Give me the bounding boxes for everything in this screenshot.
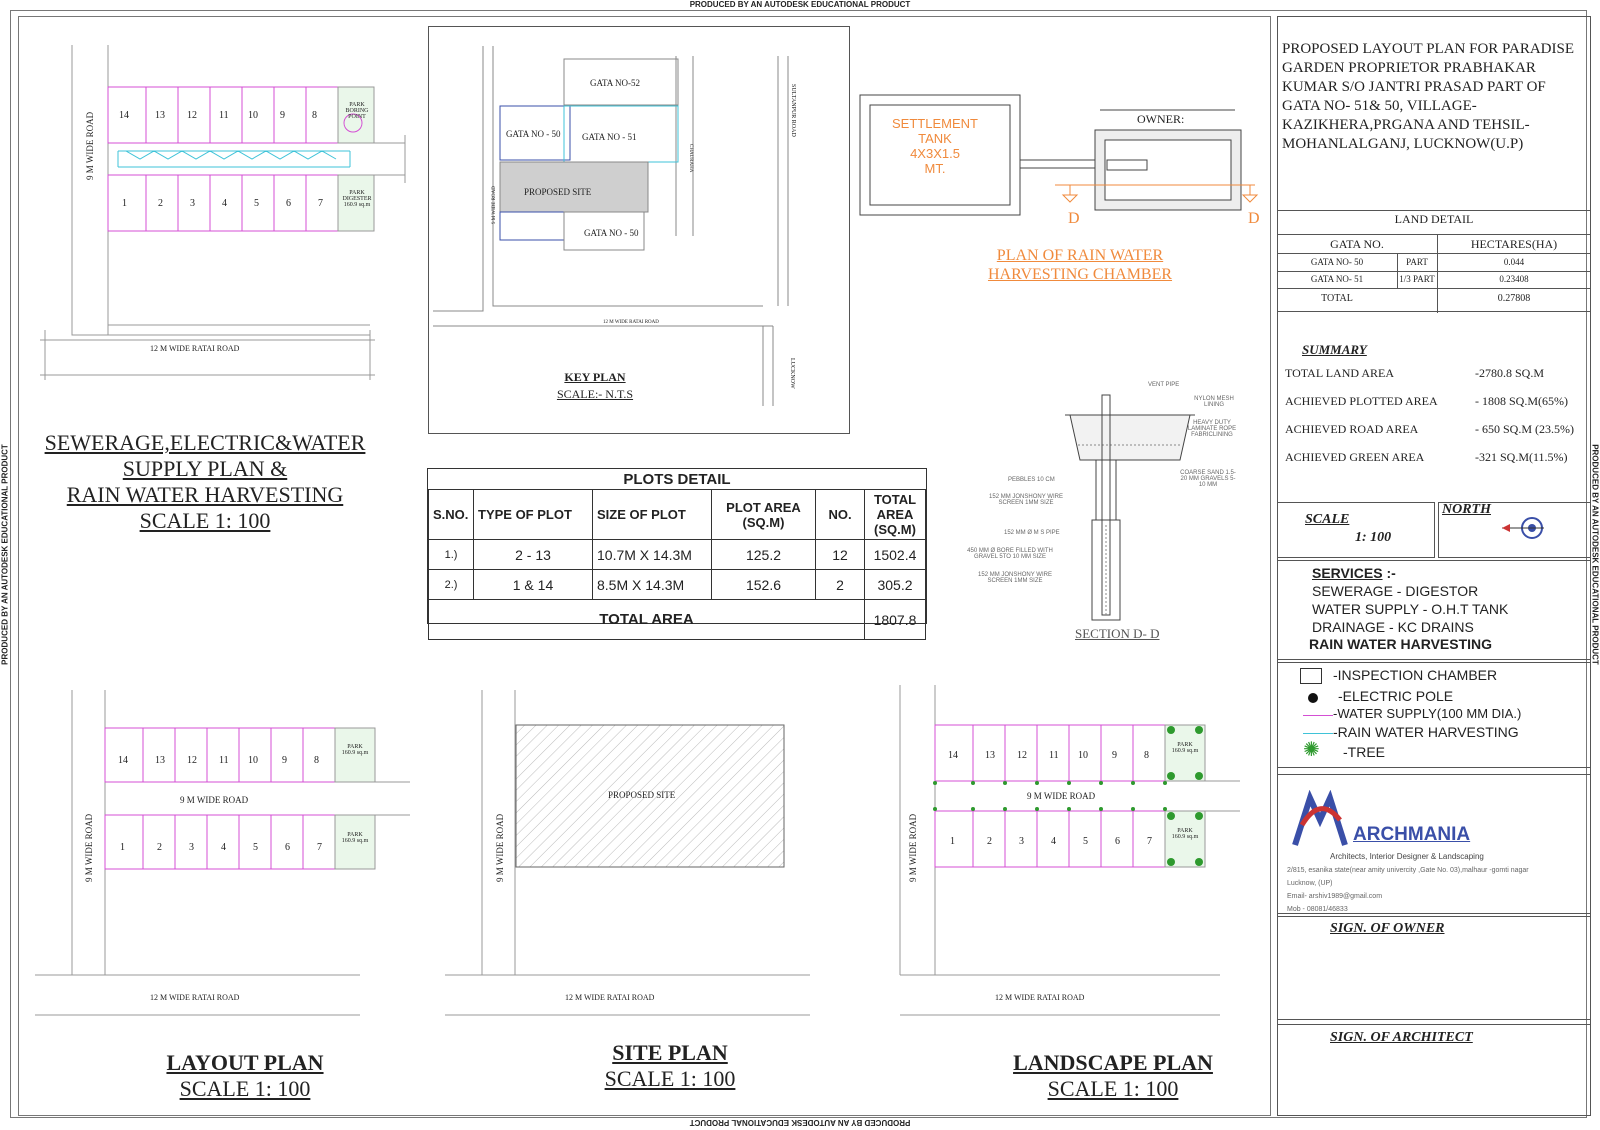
plot-label: 2 <box>158 198 163 209</box>
inspection-chamber-icon <box>1300 668 1322 684</box>
rwh-cut-left: D <box>1068 210 1080 227</box>
rwh-section-title: SECTION D- D <box>1075 626 1160 641</box>
key-gata52: GATA NO-52 <box>590 78 641 88</box>
land-detail-heading: LAND DETAIL <box>1394 212 1474 226</box>
plot-label: 13 <box>155 110 165 121</box>
water-supply-line-icon <box>1303 715 1333 716</box>
legend-item: -RAIN WATER HARVESTING <box>1333 724 1519 740</box>
key-road-left: 9 M WIDE ROAD <box>492 186 497 224</box>
landscape-plan-drawing <box>895 680 1245 1025</box>
table-row: GATA NO- 51 <box>1310 274 1364 284</box>
th-no: NO. <box>816 490 865 540</box>
th-size: SIZE OF PLOT <box>593 490 712 540</box>
summary-heading: SUMMARY <box>1302 342 1367 357</box>
rwh-owner: OWNER: <box>1137 112 1185 126</box>
plots-detail-table <box>427 468 927 628</box>
list-item: DRAINAGE - KC DRAINS <box>1312 619 1474 635</box>
services-last: RAIN WATER HARVESTING <box>1309 636 1493 652</box>
rwh-note-screen2: 152 MM JONSHONY WIRE SCREEN 1MM SIZE <box>978 572 1052 584</box>
rwh-note-mesh: NYLON MESH LINING <box>1194 396 1234 408</box>
services-park-top: PARK BORING POINT <box>345 102 369 120</box>
list-item: WATER SUPPLY - O.H.T TANK <box>1312 601 1509 617</box>
site-road-bottom: 12 M WIDE RATAI ROAD <box>565 993 655 1002</box>
firm-tagline: Architects, Interior Designer & Landscaping <box>1330 852 1484 861</box>
sign-architect: SIGN. OF ARCHITECT <box>1330 1030 1473 1045</box>
th-type: TYPE OF PLOT <box>474 490 593 540</box>
key-road-right2: CHAURAHA <box>688 144 693 173</box>
layout-plan-title: LAYOUT PLAN SCALE 1: 100 <box>166 1050 324 1101</box>
rwh-note-bore: 450 MM Ø BORE FILLED WITH GRAVEL 5TO 10 MM SIZE <box>967 548 1053 560</box>
watermark-top: PRODUCED BY AN AUTODESK EDUCATIONAL PRODUCT <box>689 0 911 9</box>
rwh-note-pebbles: PEBBLES 10 CM <box>1008 477 1055 483</box>
rwh-note-sand: COARSE SAND 1.5-20 MM GRAVELS 5-10 MM <box>1180 470 1236 488</box>
layout-road-bottom: 12 M WIDE RATAI ROAD <box>150 993 240 1002</box>
watermark-left: PRODUCED BY AN AUTODESK EDUCATIONAL PRODUCT <box>0 444 10 665</box>
firm-name: ARCHMANIA <box>1353 824 1471 845</box>
landscape-road-vertical: 9 M WIDE ROAD <box>908 813 918 882</box>
list-item: ACHIEVED ROAD AREA - 650 SQ.M (23.5%) <box>1285 422 1574 436</box>
sign-owner: SIGN. OF OWNER <box>1330 921 1445 936</box>
watermark-right: PRODUCED BY AN AUTODESK EDUCATIONAL PRODUCT <box>1590 444 1600 665</box>
project-description: PROPOSED LAYOUT PLAN FOR PARADISE GARDEN PROPRIETOR PRABHAKAR KUMAR S/O JANTRI PRASAD PART OF GATA NO- 51& 50, VILLAGE- KAZIKHERA,PRGANA AND TEHSIL-MOHANLALGANJ, LUCKNOW(U.P) <box>1282 41 1575 152</box>
plot-label: 5 <box>254 198 259 209</box>
rwh-note-rope: HEAVY DUTY LAMINATE ROPE FABRICLINING <box>1187 420 1237 438</box>
key-gata50a: GATA NO - 50 <box>506 129 561 139</box>
legend-item: -INSPECTION CHAMBER <box>1333 667 1498 683</box>
list-item: ACHIEVED PLOTTED AREA - 1808 SQ.M(65%) <box>1285 394 1568 408</box>
table-row: GATA NO- 50 <box>1310 257 1364 267</box>
list-item: TOTAL LAND AREA -2780.8 SQ.M <box>1285 366 1545 380</box>
landscape-park-top: PARK 160.9 sq.m <box>1171 742 1199 754</box>
rwh-cut-right: D <box>1248 210 1260 227</box>
rwh-note-pipe: 152 MM Ø M S PIPE <box>1004 530 1060 536</box>
site-road-vertical: 9 M WIDE ROAD <box>495 813 505 882</box>
landscape-road-middle: 9 M WIDE ROAD <box>1027 791 1096 801</box>
land-detail-table: GATA NO. HECTARES(HA) GATA NO- 50 PART 0.044 GATA NO- 51 1/3 PART 0.23408 TOTAL 0.27808 <box>1277 234 1591 313</box>
plots-detail-title: PLOTS DETAIL <box>623 471 731 488</box>
plot-label: 11 <box>219 110 229 121</box>
layout-park-top: PARK 160.9 sq.m <box>341 744 369 756</box>
plot-label: 6 <box>286 198 291 209</box>
landscape-road-bottom: 12 M WIDE RATAI ROAD <box>995 993 1085 1002</box>
watermark-bottom: PRODUCED BY AN AUTODESK EDUCATIONAL PRODUCT <box>689 1118 911 1127</box>
services-plan-title: SEWERAGE,ELECTRIC&WATER SUPPLY PLAN & RAIN WATER HARVESTING SCALE 1: 100 <box>44 430 366 533</box>
key-gata50b: GATA NO - 50 <box>584 228 639 238</box>
services-road-bottom: 12 M WIDE RATAI ROAD <box>150 344 240 353</box>
rwh-title: PLAN OF RAIN WATER HARVESTING CHAMBER <box>987 247 1173 283</box>
key-gata51: GATA NO - 51 <box>582 132 637 142</box>
plot-label: 8 <box>312 110 317 121</box>
services-heading: SERVICES :- <box>1312 565 1396 581</box>
rwh-line-icon <box>1303 733 1333 734</box>
scale-value: 1: 100 <box>1355 530 1392 545</box>
key-plan-title: KEY PLAN <box>564 370 626 384</box>
list-item: SEWERAGE - DIGESTOR <box>1312 583 1479 599</box>
north-label: NORTH <box>1442 502 1491 517</box>
landscape-park-bottom: PARK 160.9 sq.m <box>1171 828 1199 840</box>
th-area: PLOT AREA (SQ.M) <box>712 490 816 540</box>
plot-label: 12 <box>187 110 197 121</box>
key-road-right1: SULTANPUR ROAD <box>790 84 796 137</box>
legend-item: -WATER SUPPLY(100 MM DIA.) <box>1333 706 1522 721</box>
plot-label: 9 <box>280 110 285 121</box>
rwh-note-screen: 152 MM JONSHONY WIRE SCREEN 1MM SIZE <box>989 494 1063 506</box>
plot-label: 7 <box>318 198 323 209</box>
summary-list <box>1285 366 1585 478</box>
list-item: ACHIEVED GREEN AREA -321 SQ.M(11.5%) <box>1285 450 1568 464</box>
plot-label: 3 <box>190 198 195 209</box>
site-proposed: PROPOSED SITE <box>608 790 676 800</box>
th-total: TOTAL AREA (SQ.M) <box>865 490 926 540</box>
services-road-vertical: 9 M WIDE ROAD <box>85 111 95 180</box>
rwh-note-vent: VENT PIPE <box>1148 382 1180 388</box>
tree-icon: ✺ <box>1303 739 1320 761</box>
north-arrow-icon <box>1500 514 1544 542</box>
key-road-right3: LUCKNOW <box>789 358 795 389</box>
landscape-plan-title: LANDSCAPE PLAN SCALE 1: 100 <box>1013 1050 1213 1101</box>
plot-label: 1 <box>122 198 127 209</box>
key-road-bottom: 12 M WIDE RATAI ROAD <box>603 320 659 325</box>
electric-pole-icon <box>1308 693 1318 703</box>
rwh-section-drawing <box>1040 375 1220 625</box>
table-total-row: TOTAL AREA 1807.8 <box>429 600 926 640</box>
table-row: 1.) 2 - 13 10.7M X 14.3M 125.2 12 1502.4 <box>429 540 926 570</box>
archmania-logo-icon <box>1290 790 1350 850</box>
firm-contact: 2/815, esanika state(near amity univercity ,Gate No. 03),malhaur -gomti nagar Lucknow, (UP) Email- arshiv1989@gmail.com Mob - 08081/46833 <box>1287 867 1529 913</box>
table-row: 2.) 1 & 14 8.5M X 14.3M 152.6 2 305.2 <box>429 570 926 600</box>
services-park-bottom: PARK DIGESTER 160.9 sq.m <box>342 190 372 208</box>
legend-item: -ELECTRIC POLE <box>1338 688 1454 704</box>
key-proposed: PROPOSED SITE <box>524 187 592 197</box>
services-list <box>1312 582 1508 636</box>
site-plan-title: SITE PLAN SCALE 1: 100 <box>604 1040 736 1091</box>
th-sno: S.NO. <box>429 490 474 540</box>
layout-park-bottom: PARK 160.9 sq.m <box>341 832 369 844</box>
plot-label: 10 <box>248 110 258 121</box>
plot-label: 14 <box>119 110 129 121</box>
key-plan-scale: SCALE:- N.T.S <box>556 387 634 401</box>
scale-label: SCALE <box>1305 512 1350 527</box>
plot-label: 4 <box>222 198 227 209</box>
legend-item: -TREE <box>1343 744 1385 760</box>
layout-road-middle: 9 M WIDE ROAD <box>180 795 249 805</box>
layout-road-vertical: 9 M WIDE ROAD <box>84 813 94 882</box>
rwh-tank-label: SETTLEMENT TANK 4X3X1.5 MT. <box>892 116 978 176</box>
